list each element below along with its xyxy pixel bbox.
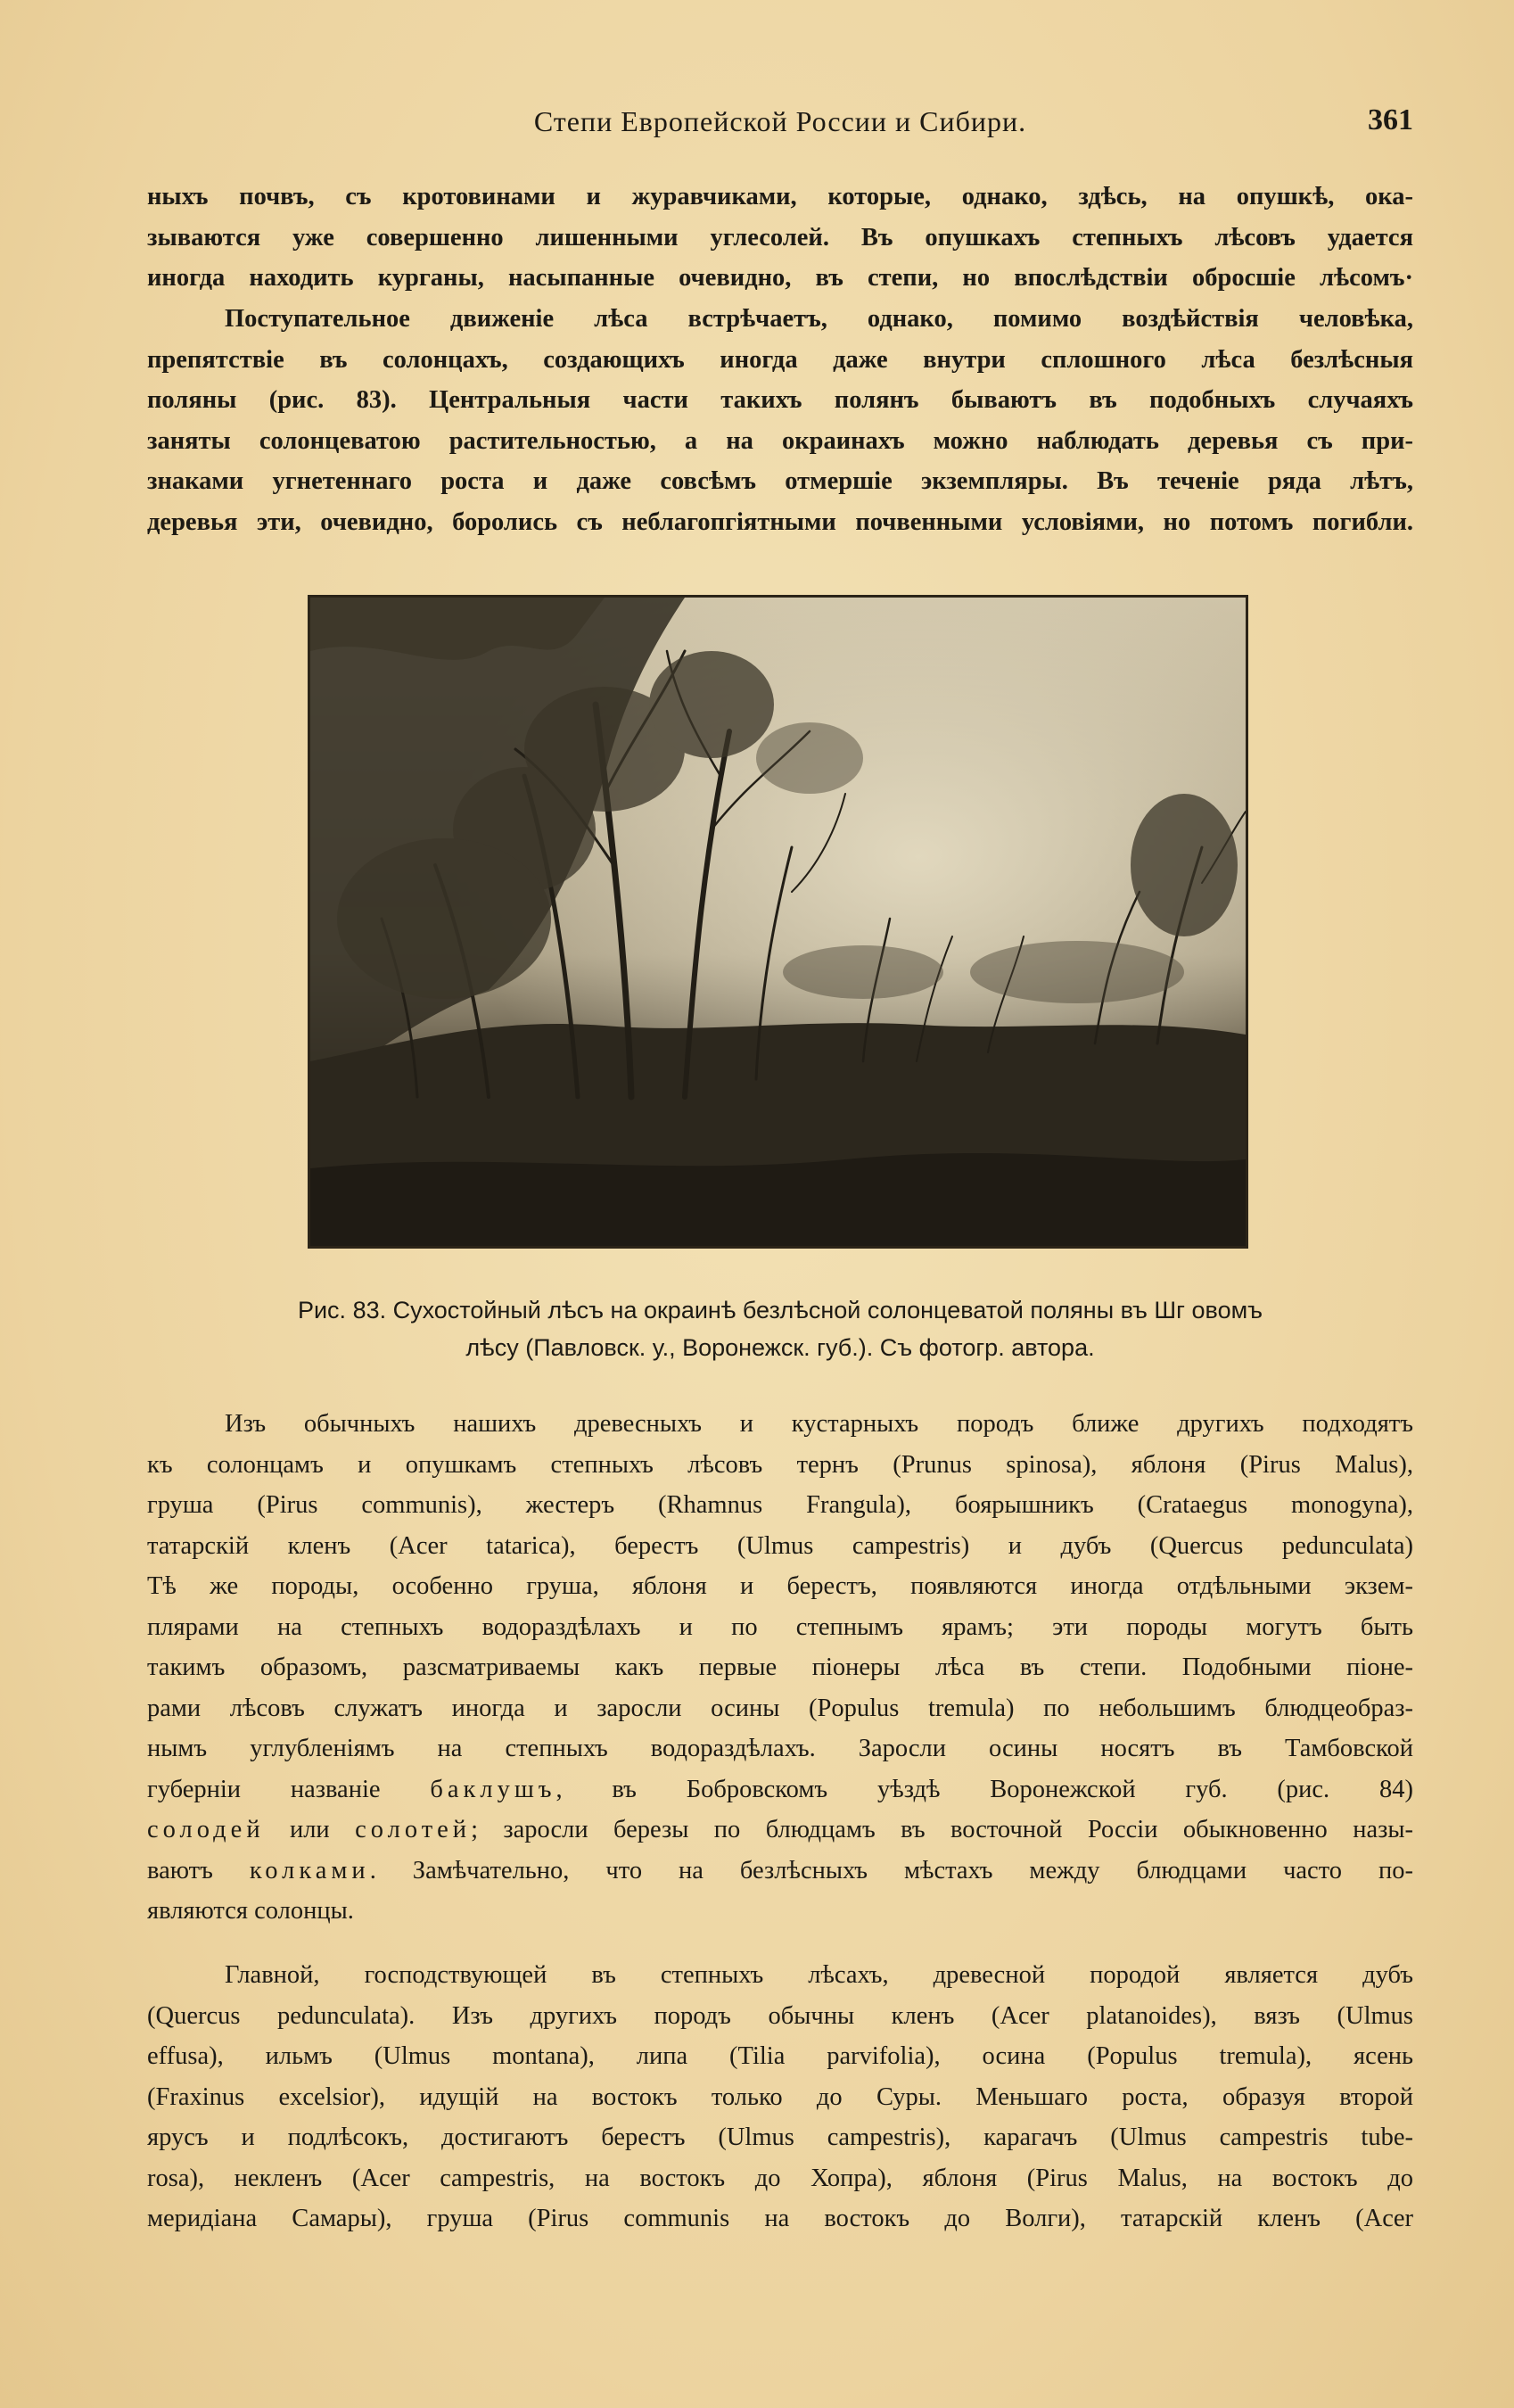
text-line: Изъ обычныхъ нашихъ древесныхъ и кустарныхъ породъ ближе другихъ подходятъ bbox=[225, 1410, 1413, 1438]
text-line bbox=[147, 1810, 1413, 1851]
text-line bbox=[147, 1769, 1413, 1810]
text-fragment: ; заросли березы по блюдцамъ въ восточной Россіи обыкновенно назы- bbox=[471, 1816, 1413, 1843]
text-line: Тѣ же породы, особенно груша, яблоня и берестъ, появляются иногда отдѣльными экзем- bbox=[147, 1572, 1413, 1600]
text-line bbox=[147, 1851, 1413, 1892]
paragraph-1 bbox=[147, 177, 1413, 299]
text-line: ныхъ почвъ, съ кротовинами и журавчиками, которые, однако, здѣсь, на опушкѣ, ока- bbox=[147, 183, 1413, 210]
caption-line: Рис. 83. Сухостойный лѣсъ на окраинѣ безлѣсной солонцеватой поляны въ Шг овомъ bbox=[297, 1297, 1263, 1324]
paragraph-4 bbox=[147, 1955, 1413, 2239]
text-line: знаками угнетеннаго роста и даже совсѣмъ отмершіе экземпляры. Въ теченіе ряда лѣтъ, bbox=[147, 467, 1413, 495]
text-line: зываются уже совершенно лишенными углесолей. Въ опушкахъ степныхъ лѣсовъ удается bbox=[147, 223, 1413, 252]
text-line: (Quercus pedunculata). Изъ другихъ породъ обычны кленъ (Acer platanoides), вязъ (Ulmus bbox=[147, 2001, 1413, 2030]
text-line: являются солонцы. bbox=[147, 1897, 354, 1925]
text-line: меридіана Самары), груша (Pirus communis на востокъ до Волги), татарскій кленъ (Acer bbox=[147, 2205, 1413, 2232]
text-line: деревья эти, очевидно, боролись съ неблагопгіятными почвенными условіями, но потомъ погибли. bbox=[147, 507, 1413, 536]
emphasized-term: колками bbox=[249, 1856, 370, 1884]
figure-photo bbox=[308, 595, 1248, 1249]
text-fragment: ваютъ bbox=[147, 1856, 250, 1884]
text-line: иногда находить курганы, насыпанные очевидно, въ степи, но впослѣдствіи обросшіе лѣсомъ· bbox=[147, 264, 1413, 292]
text-fragment: или bbox=[264, 1816, 356, 1843]
page-header bbox=[147, 100, 1413, 144]
text-line: поляны (рис. 83). Центральныя части такихъ полянъ бываютъ въ подобныхъ случаяхъ bbox=[147, 386, 1413, 414]
text-line: къ солонцамъ и опушкамъ степныхъ лѣсовъ тернъ (Prunus spinosa), яблоня (Pirus Malus), bbox=[147, 1450, 1413, 1479]
text-line: рами лѣсовъ служатъ иногда и заросли осины (Populus tremula) по небольшимъ блюдцеобраз- bbox=[147, 1694, 1413, 1722]
text-line: Главной, господствующей въ степныхъ лѣсахъ, древесной породой является дубъ bbox=[225, 1961, 1413, 1989]
caption-line: лѣсу (Павловск. у., Воронежск. губ.). Съ фотогр. автора. bbox=[465, 1334, 1095, 1361]
text-line: такимъ образомъ, разсматриваемы какъ первые піонеры лѣса въ степи. Подобными піоне- bbox=[147, 1653, 1413, 1681]
text-fragment: губерніи названіе bbox=[147, 1775, 381, 1803]
text-line: нымъ углубленіямъ на степныхъ водораздѣлахъ. Заросли осины носятъ въ Тамбовской bbox=[147, 1735, 1413, 1762]
text-line: груша (Pirus communis), жестеръ (Rhamnus Frangula), боярышникъ (Crataegus monogyna), bbox=[147, 1491, 1413, 1519]
text-line: заняты солонцеватою растительностью, а на окраинахъ можно наблюдать деревья съ при- bbox=[147, 426, 1413, 455]
paragraph-2 bbox=[147, 299, 1413, 542]
text-line: препятствіе въ солонцахъ, создающихъ иногда даже внутри сплошного лѣса безлѣсныя bbox=[147, 345, 1413, 374]
emphasized-term: солодей bbox=[147, 1816, 265, 1843]
text-line: rosa), некленъ (Acer campestris, на востокъ до Хопра), яблоня (Pirus Malus, на востокъ до bbox=[147, 2164, 1413, 2192]
text-line: ярусъ и подлѣсокъ, достигаютъ берестъ (Ulmus campestris), карагачъ (Ulmus campestris tube- bbox=[147, 2123, 1413, 2151]
emphasized-term: баклушъ bbox=[430, 1775, 556, 1803]
text-line: effusa), ильмъ (Ulmus montana), липа (Tilia parvifolia), осина (Populus tremula), ясень bbox=[147, 2042, 1413, 2070]
text-line: (Fraxinus excelsior), идущій на востокъ только до Суры. Меньшаго роста, образуя второй bbox=[147, 2082, 1413, 2111]
forest-photo bbox=[310, 598, 1246, 1246]
emphasized-term: солотей bbox=[355, 1816, 472, 1843]
text-line: плярами на степныхъ водораздѣлахъ и по степнымъ ярамъ; эти породы могутъ быть bbox=[147, 1612, 1413, 1641]
text-fragment: . Замѣчательно, что на безлѣсныхъ мѣстахъ между блюдцами часто по- bbox=[369, 1856, 1413, 1884]
text-fragment: , въ Бобровскомъ уѣздѣ Воронежской губ. (рис. 84) bbox=[555, 1775, 1413, 1803]
running-title: Степи Европейской России и Сибири. bbox=[533, 105, 1027, 137]
paragraph-3 bbox=[147, 1404, 1413, 1932]
figure-caption bbox=[147, 1291, 1413, 1366]
page-number: 361 bbox=[1368, 103, 1413, 136]
text-line: татарскій кленъ (Acer tatarica), берестъ (Ulmus campestris) и дубъ (Quercus pedunculata) bbox=[147, 1531, 1413, 1560]
text-line: Поступательное движеніе лѣса встрѣчаетъ, однако, помимо воздѣйствія человѣка, bbox=[225, 305, 1413, 333]
